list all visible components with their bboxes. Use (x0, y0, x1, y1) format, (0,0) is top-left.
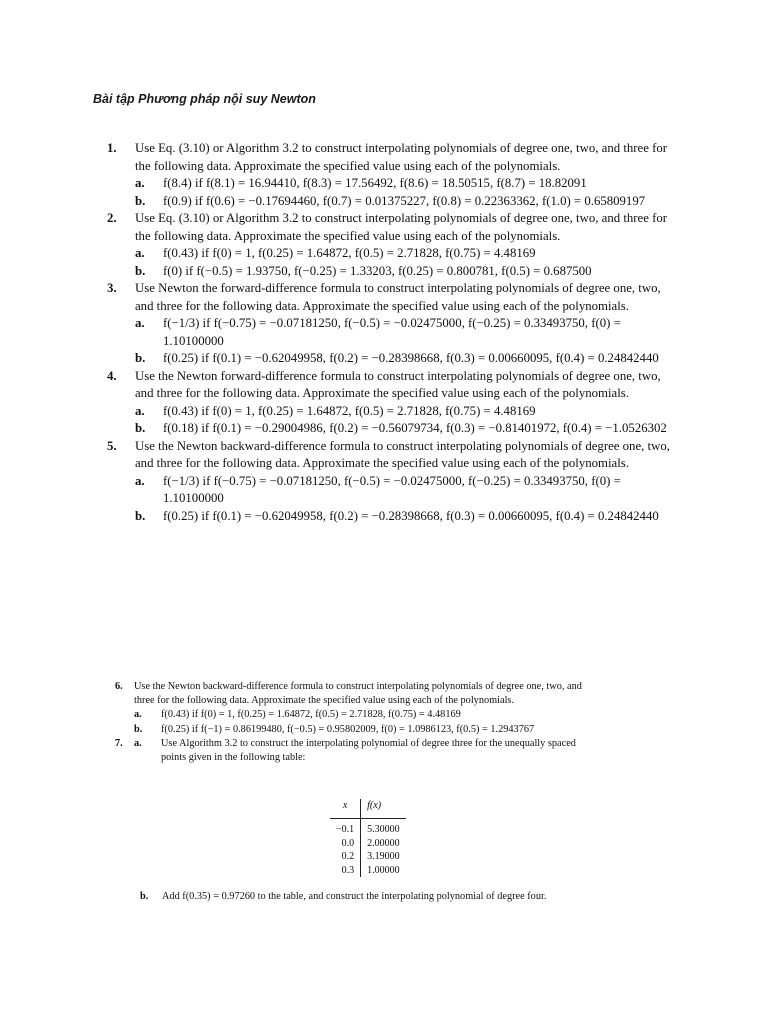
problem-part (135, 315, 672, 350)
part-text: f(0.43) if f(0) = 1, f(0.25) = 1.64872, f(0.5) = 2.71828, f(0.75) = 4.48169 (161, 709, 461, 721)
problem-part (134, 708, 597, 722)
problem-part (134, 723, 597, 737)
part-text: f(−1/3) if f(−0.75) = −0.07181250, f(−0.5) = −0.02475000, f(−0.25) = 0.33493750, f(0) = 1.10100000 (163, 316, 621, 348)
part-label: b. (135, 351, 146, 365)
problem-number: 7. (115, 737, 123, 749)
problem-part (135, 473, 672, 508)
part-text: f(0) if f(−0.5) = 1.93750, f(−0.25) = 1.33203, f(0.25) = 0.800781, f(0.5) = 0.687500 (163, 263, 592, 278)
part-text: f(−1/3) if f(−0.75) = −0.07181250, f(−0.5) = −0.02475000, f(−0.25) = 0.33493750, f(0) = 1.10100000 (163, 473, 621, 505)
part-text: f(8.4) if f(8.1) = 16.94410, f(8.3) = 17.56492, f(8.6) = 18.50515, f(8.7) = 18.82091 (163, 176, 587, 190)
table-row (330, 850, 406, 863)
problem-statement: Use the Newton backward-difference formula to construct interpolating polynomials of degree one, two, and three for the following data. Approximate the specified value using each of the polynomials. (135, 438, 670, 470)
problem-number: 1. (107, 141, 117, 155)
page-title: Bài tập Phương pháp nội suy Newton (93, 92, 316, 106)
part-text: f(0.43) if f(0) = 1, f(0.25) = 1.64872, f(0.5) = 2.71828, f(0.75) = 4.48169 (163, 246, 536, 260)
problem-1 (107, 140, 672, 210)
problem-part (134, 737, 597, 765)
problem-4 (107, 368, 672, 438)
problem-number: 3. (107, 281, 117, 295)
problem-part (135, 263, 672, 281)
problem-number: 5. (107, 438, 117, 453)
table-row (330, 819, 406, 837)
problem-statement: Use the Newton forward-difference formula to construct interpolating polynomials of degree one, two, and three for the following data. Approximate the specified value using each of the polynomials. (135, 368, 661, 400)
part-label: a. (135, 403, 145, 418)
part-label: a. (135, 176, 145, 190)
problem-statement: Use Eq. (3.10) or Algorithm 3.2 to construct interpolating polynomials of degree one, two, and three for the following data. Approximate the specified value using each of the polynomials. (135, 211, 668, 243)
table-header-row (330, 799, 406, 819)
problem-7 (107, 737, 597, 765)
problem-list-main (107, 140, 672, 525)
problem-number: 4. (107, 368, 117, 383)
problem-3 (107, 280, 672, 368)
problem-5 (107, 438, 672, 526)
part-label: a. (134, 737, 142, 749)
problem-7-part-b (107, 890, 607, 904)
part-label: b. (135, 263, 146, 278)
part-label: b. (135, 508, 146, 523)
problem-part (135, 175, 672, 193)
part-text: f(0.18) if f(0.1) = −0.29004986, f(0.2) = −0.56079734, f(0.3) = −0.81401972, f(0.4) = −1.0526302 (163, 421, 667, 435)
problem-part (135, 193, 672, 211)
problem-number: 6. (115, 681, 123, 692)
table-cell-x: −0.1 (336, 824, 355, 836)
table-cell-fx: 3.19000 (361, 850, 406, 863)
part-label: b. (134, 723, 143, 735)
table-cell-fx: 1.00000 (361, 864, 406, 877)
problem-part (107, 890, 607, 904)
problem-6 (107, 680, 597, 737)
part-text: f(0.25) if f(−1) = 0.86199480, f(−0.5) = 0.95802009, f(0) = 1.0986123, f(0.5) = 1.2943767 (161, 723, 535, 735)
table-header-x: x (330, 799, 361, 819)
data-table (330, 799, 406, 877)
part-label: a. (135, 473, 145, 488)
part-text: f(0.25) if f(0.1) = −0.62049958, f(0.2) = −0.28398668, f(0.3) = 0.00660095, f(0.4) = 0.24842440 (163, 351, 659, 365)
part-label: a. (134, 709, 142, 721)
part-text: Add f(0.35) = 0.97260 to the table, and construct the interpolating polynomial of degree four. (162, 891, 547, 902)
table-row (330, 837, 406, 850)
part-text: Use Algorithm 3.2 to construct the interpolating polynomial of degree three for the unequally spaced points given in the following table: (161, 737, 576, 764)
problem-number: 2. (107, 211, 117, 225)
table-header-fx: f(x) (361, 799, 406, 819)
table-cell-x: 0.2 (341, 851, 355, 863)
part-label: b. (135, 193, 146, 208)
table-cell-fx: 5.30000 (361, 819, 406, 837)
table-row (330, 864, 406, 877)
problem-2 (107, 210, 672, 280)
part-text: f(0.43) if f(0) = 1, f(0.25) = 1.64872, f(0.5) = 2.71828, f(0.75) = 4.48169 (163, 403, 536, 418)
part-label: b. (140, 891, 149, 902)
problem-part (135, 245, 672, 263)
part-label: a. (135, 246, 145, 260)
part-text: f(0.25) if f(0.1) = −0.62049958, f(0.2) = −0.28398668, f(0.3) = 0.00660095, f(0.4) = 0.24842440 (163, 508, 659, 523)
problem-part (135, 350, 672, 368)
table-cell-x: 0.3 (341, 864, 355, 876)
table-cell-fx: 2.00000 (361, 837, 406, 850)
part-label: b. (135, 421, 146, 435)
part-text: f(0.9) if f(0.6) = −0.17694460, f(0.7) = 0.01375227, f(0.8) = 0.22363362, f(1.0) = 0.65809197 (163, 193, 646, 208)
problem-statement: Use Eq. (3.10) or Algorithm 3.2 to construct interpolating polynomials of degree one, two, and three for the following data. Approximate the specified value using each of the polynomials. (135, 141, 668, 173)
part-label: a. (135, 316, 145, 330)
problem-part (135, 508, 672, 526)
problem-part (135, 403, 672, 421)
table-cell-x: 0.0 (341, 837, 355, 849)
problem-list-secondary (107, 680, 597, 765)
problem-part (135, 420, 672, 438)
problem-statement: Use the Newton backward-difference formula to construct interpolating polynomials of degree one, two, and three for the following data. Approximate the specified value using each of the polynomials. (134, 681, 582, 707)
problem-statement: Use Newton the forward-difference formula to construct interpolating polynomials of degree one, two, and three for the following data. Approximate the specified value using each of the polynomials. (135, 281, 661, 313)
